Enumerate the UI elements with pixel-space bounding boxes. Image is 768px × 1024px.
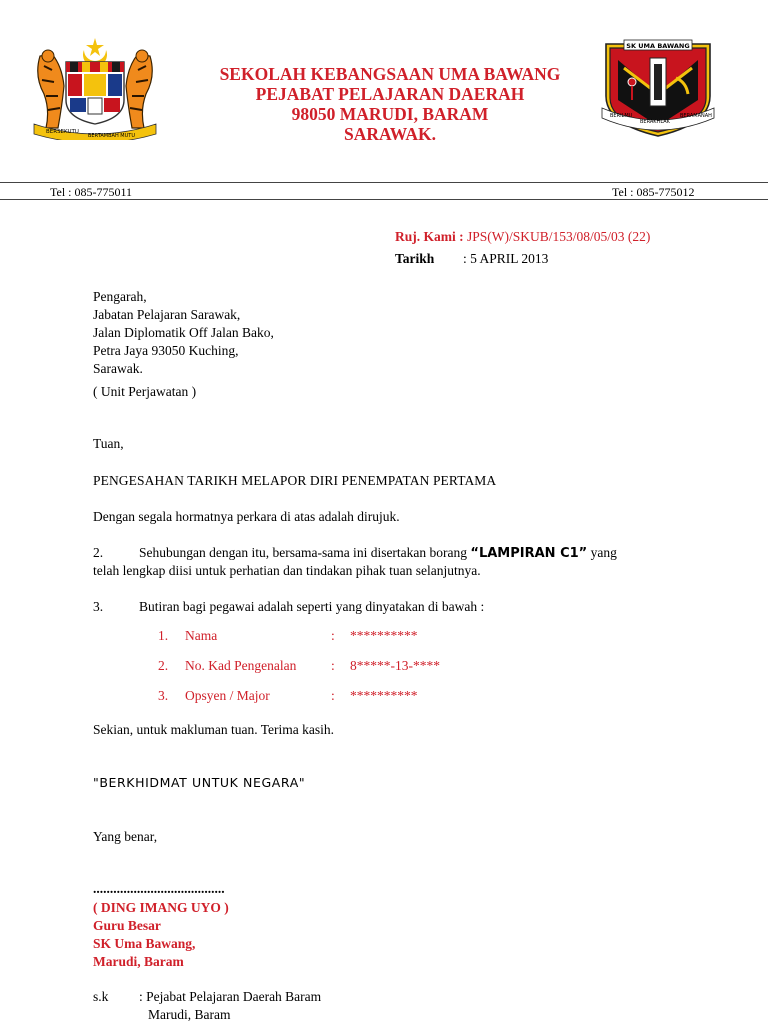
detail-label: Nama (185, 628, 218, 643)
paragraph-2-line2: telah lengkap diisi untuk perhatian dan tindakan pihak tuan selanjutnya. (93, 563, 481, 578)
svg-text:SK UMA BAWANG: SK UMA BAWANG (626, 42, 690, 50)
detail-value: ********** (350, 628, 418, 643)
tel-left: Tel : 085-775011 (50, 185, 133, 199)
header-school-name: SEKOLAH KEBANGSAAN UMA BAWANG (219, 64, 561, 84)
paragraph-2-line1 (139, 544, 617, 563)
signature-school: SK Uma Bawang, (93, 936, 196, 951)
detail-num: 3. (158, 688, 169, 703)
motto-line: "BERKHIDMAT UNTUK NEGARA" (93, 775, 306, 790)
svg-text:BERAKHLAK: BERAKHLAK (640, 119, 670, 125)
detail-item (158, 687, 418, 705)
signature-place: Marudi, Baram (93, 954, 184, 969)
salutation: Tuan, (93, 436, 124, 451)
header-postcode-town: 98050 MARUDI, BARAM (291, 104, 489, 124)
svg-text:BERAMANAH: BERAMANAH (680, 113, 712, 119)
signature-title: Guru Besar (93, 918, 161, 933)
header-district-office: PEJABAT PELAJARAN DAERAH (255, 84, 525, 104)
header-bottom-rule (0, 199, 768, 200)
detail-num: 1. (158, 628, 169, 643)
detail-sep: : (331, 628, 335, 643)
paragraph-2-text-b: yang (587, 545, 617, 560)
school-crest-icon (600, 38, 716, 138)
recipient-address (93, 288, 274, 378)
detail-label: No. Kad Pengenalan (185, 658, 297, 673)
cc-line1: : Pejabat Pelajaran Daerah Baram (139, 989, 322, 1004)
tarikh-value: : 5 APRIL 2013 (463, 251, 549, 266)
ruj-label: Ruj. Kami : (395, 229, 464, 244)
header-state: SARAWAK. (344, 124, 436, 144)
detail-label: Opsyen / Major (185, 688, 270, 703)
recipient-line: Jabatan Pelajaran Sarawak, (93, 307, 241, 322)
school-header (190, 64, 590, 144)
malaysia-coat-of-arms-icon (30, 36, 160, 140)
detail-item (158, 657, 440, 675)
detail-sep: : (331, 658, 335, 673)
recipient-line: Sarawak. (93, 361, 143, 376)
lampiran-highlight: “LAMPIRAN C1” (470, 546, 588, 561)
recipient-line: Jalan Diplomatik Off Jalan Bako, (93, 325, 274, 340)
paragraph-2-text-a: Sehubungan dengan itu, bersama-sama ini disertakan borang (139, 545, 471, 560)
paragraph-3-num: 3. (93, 599, 104, 614)
detail-item (158, 627, 418, 645)
date-line (395, 250, 548, 268)
svg-text:BERTAMBAH MUTU: BERTAMBAH MUTU (88, 133, 135, 139)
detail-sep: : (331, 688, 335, 703)
tarikh-label: Tarikh (395, 251, 435, 266)
signature-name: ( DING IMANG UYO ) (93, 900, 229, 915)
subject-heading: PENGESAHAN TARIKH MELAPOR DIRI PENEMPATAN PERTAMA (93, 473, 497, 488)
reference-line (395, 228, 650, 246)
svg-text:BERILMU: BERILMU (610, 113, 633, 119)
closing-line: Sekian, untuk makluman tuan. Terima kasih. (93, 722, 335, 737)
cc-line2: Marudi, Baram (148, 1007, 231, 1022)
detail-value: ********** (350, 688, 418, 703)
detail-num: 2. (158, 658, 169, 673)
tel-right: Tel : 085-775012 (612, 185, 695, 199)
paragraph-1: Dengan segala hormatnya perkara di atas adalah dirujuk. (93, 509, 400, 524)
paragraph-3-text: Butiran bagi pegawai adalah seperti yang dinyatakan di bawah : (139, 599, 485, 614)
ruj-value: JPS(W)/SKUB/153/08/05/03 (22) (467, 229, 651, 244)
cc-label: s.k (93, 989, 109, 1004)
signature-dots: ....................................... (93, 881, 225, 896)
yang-benar: Yang benar, (93, 829, 158, 844)
svg-text:BERSEKUTU: BERSEKUTU (46, 129, 79, 135)
unit-line: ( Unit Perjawatan ) (93, 384, 197, 399)
detail-value: 8*****-13-**** (350, 658, 440, 673)
recipient-line: Petra Jaya 93050 Kuching, (93, 343, 239, 358)
recipient-line: Pengarah, (93, 289, 147, 304)
paragraph-2-num: 2. (93, 545, 104, 560)
